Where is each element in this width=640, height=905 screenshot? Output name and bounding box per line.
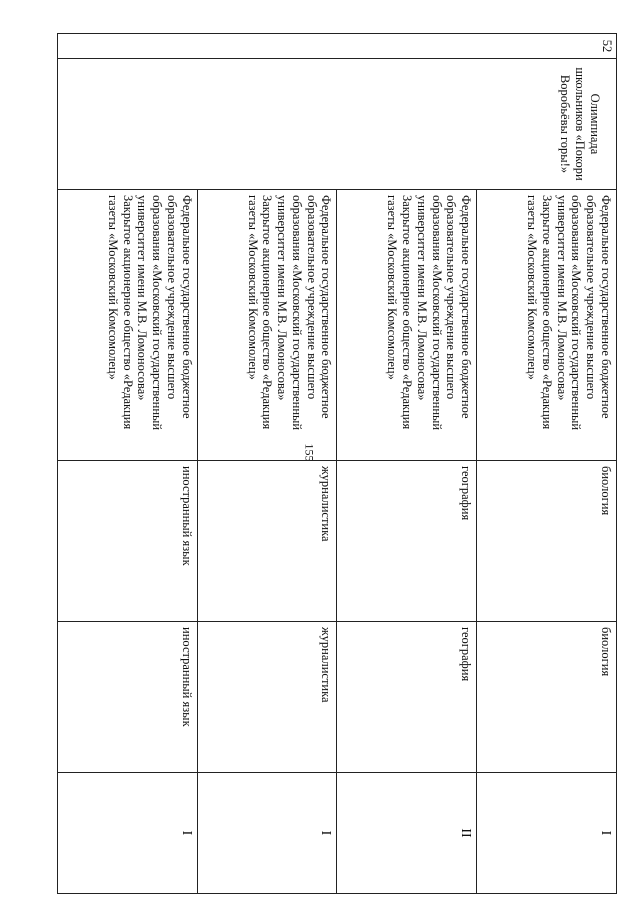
subject-text: биология	[599, 466, 613, 516]
page-number: 155	[302, 443, 317, 462]
profile-text: биология	[599, 627, 613, 677]
subject-cell	[477, 461, 617, 622]
subject-cell	[337, 461, 477, 622]
profile-text: иностранный язык	[179, 627, 194, 727]
level-cell	[197, 773, 337, 894]
olympiad-table-container	[57, 33, 617, 853]
subject-text: журналистика	[319, 466, 334, 542]
olympiad-name-cell	[58, 59, 617, 190]
level-text: II	[458, 828, 474, 838]
level-cell	[337, 773, 477, 894]
profile-cell	[58, 622, 198, 773]
profile-text: журналистика	[319, 627, 334, 703]
subject-text: иностранный язык	[179, 466, 194, 566]
organizer-cell	[197, 190, 337, 461]
organizer-cell	[477, 190, 617, 461]
olympiad-table	[57, 33, 617, 894]
level-cell	[477, 773, 617, 894]
subject-text: география	[459, 466, 474, 521]
profile-text: география	[459, 627, 474, 682]
level-text: I	[178, 830, 194, 836]
organizer-text: Федеральное государственное бюджетное образовательное учреждение высшего образования «Московский государственный университет имени М.В. Ломоносова» Закрытое акционерное общество «Редакция газеты «Московский Комсомолец»	[385, 195, 474, 431]
profile-cell	[197, 622, 337, 773]
subject-cell	[197, 461, 337, 622]
subject-cell	[58, 461, 198, 622]
organizer-text: Федеральное государственное бюджетное образовательное учреждение высшего образования «Московский государственный университет имени М.В. Ломоносова» Закрытое акционерное общество «Редакция газеты «Московский Комсомолец»	[106, 195, 194, 431]
organizer-cell	[337, 190, 477, 461]
olympiad-name: Олимпиада школьников «Покори Воробьёвы горы!»	[558, 67, 602, 181]
rotated-table	[57, 33, 617, 853]
row-number: 52	[600, 39, 614, 53]
level-text: I	[598, 830, 613, 836]
organizer-text: Федеральное государственное бюджетное образовательное учреждение высшего образования «Московский государственный университет имени М.В. Ломоносова» Закрытое акционерное общество «Редакция газеты «Московский Комсомолец»	[245, 195, 334, 431]
level-cell	[58, 773, 198, 894]
level-text: I	[318, 830, 334, 836]
profile-cell	[337, 622, 477, 773]
row-number-cell	[58, 34, 617, 59]
profile-cell	[477, 622, 617, 773]
organizer-cell	[58, 190, 198, 461]
organizer-text: Федеральное государственное бюджетное образовательное учреждение высшего образования «Московский государственный университет имени М.В. Ломоносова» Закрытое акционерное общество «Редакция газеты «Московский Комсомолец»	[525, 195, 613, 431]
table-row	[477, 34, 617, 894]
